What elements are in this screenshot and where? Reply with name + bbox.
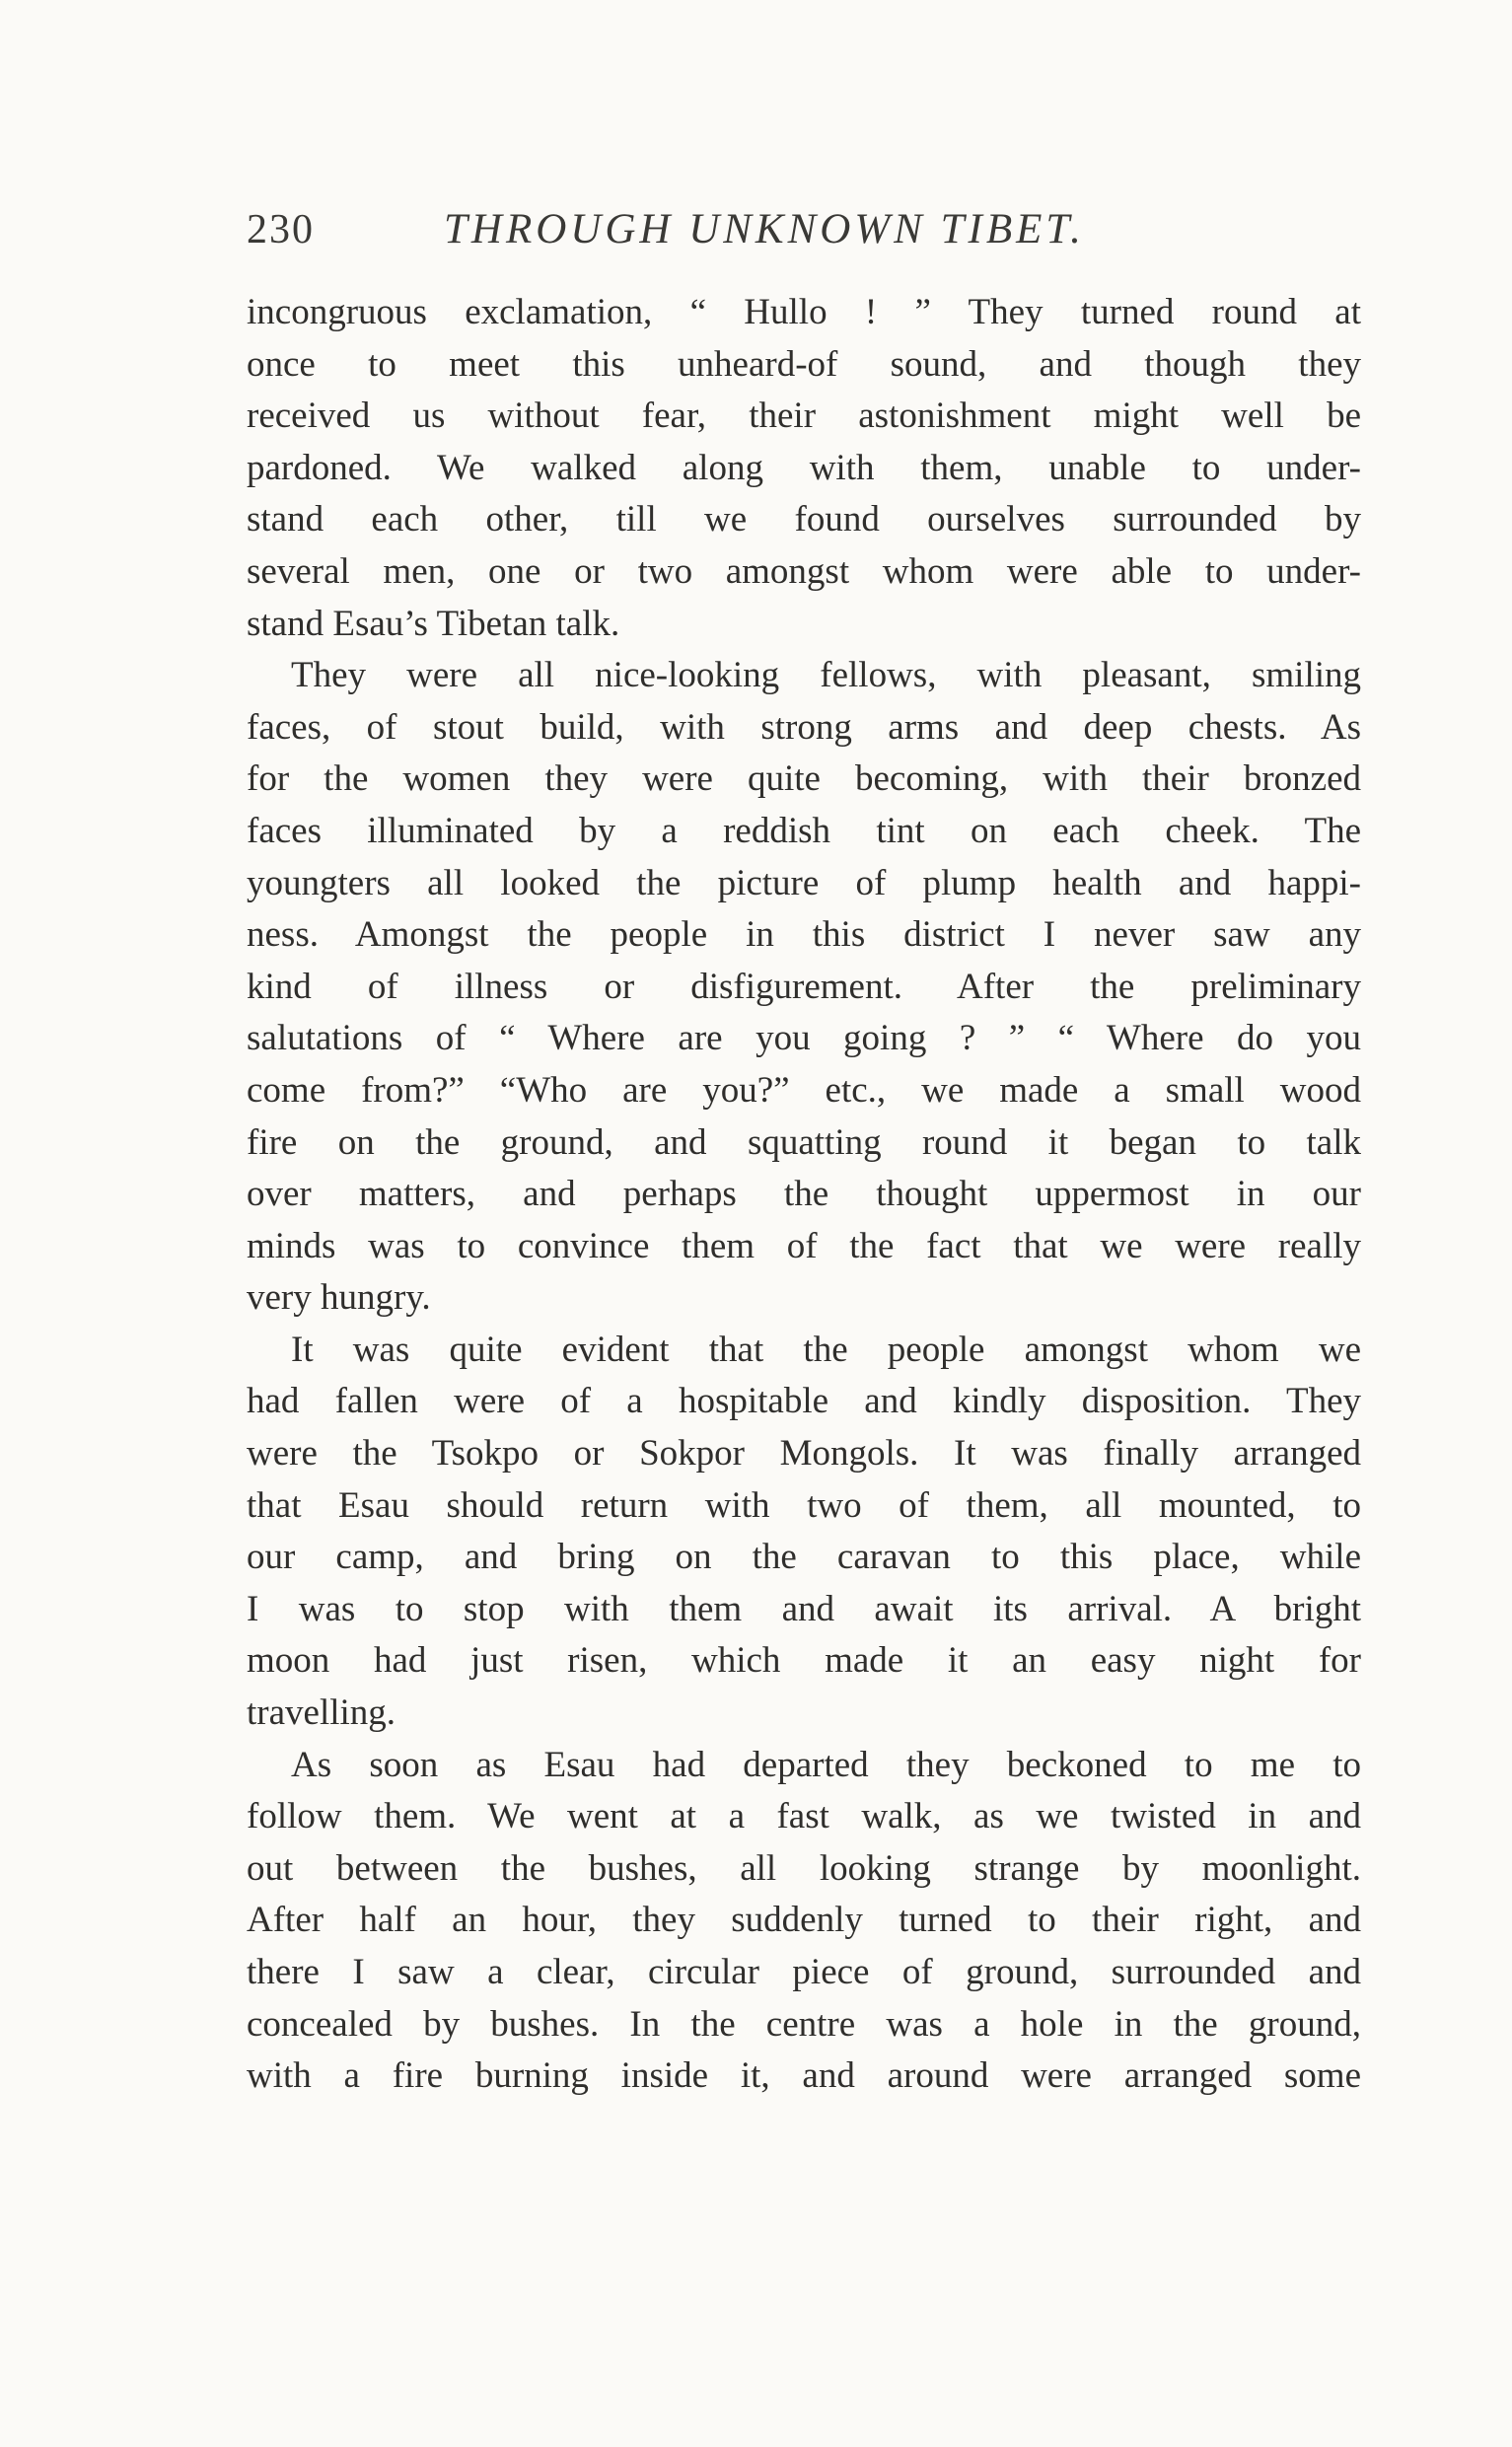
text-line: received us without fear, their astonishment might well be <box>247 396 1361 437</box>
text-line: very hungry. <box>247 1277 431 1319</box>
body-text <box>247 287 1361 2103</box>
text-line: travelling. <box>247 1692 396 1734</box>
text-line: As soon as Esau had departed they beckoned to me to <box>291 1744 1361 1785</box>
text-line: stand each other, till we found ourselves surrounded by <box>247 499 1361 540</box>
text-line: It was quite evident that the people amongst whom we <box>291 1329 1361 1370</box>
text-line: incongruous exclamation, “ Hullo ! ” They turned round at <box>247 292 1361 332</box>
text-line: After half an hour, they suddenly turned to their right, and <box>247 1900 1361 1941</box>
text-line: once to meet this unheard-of sound, and though they <box>247 343 1361 385</box>
page-number: 230 <box>247 207 315 252</box>
text-line: faces illuminated by a reddish tint on each cheek. The <box>247 810 1361 851</box>
text-line: youngters all looked the picture of plump health and happi- <box>247 862 1361 903</box>
text-line: fire on the ground, and squatting round it began to talk <box>247 1121 1361 1163</box>
text-line: several men, one or two amongst whom were able to under- <box>247 550 1361 592</box>
text-line: faces, of stout build, with strong arms and deep chests. As <box>247 706 1361 748</box>
text-line: ness. Amongst the people in this district I never saw any <box>247 914 1361 956</box>
text-line: were the Tsokpo or Sokpor Mongols. It was finally arranged <box>247 1433 1361 1475</box>
text-line: salutations of “ Where are you going ? ” “ Where do you <box>247 1018 1361 1059</box>
running-title: THROUGH UNKNOWN TIBET. <box>444 206 1085 252</box>
text-line: moon had just risen, which made it an easy night for <box>247 1640 1361 1682</box>
page-header <box>247 200 1193 259</box>
text-line: that Esau should return with two of them, all mounted, to <box>247 1484 1361 1526</box>
text-line: over matters, and perhaps the thought uppermost in our <box>247 1174 1361 1215</box>
text-line: follow them. We went at a fast walk, as we twisted in and <box>247 1796 1361 1837</box>
text-line: our camp, and bring on the caravan to this place, while <box>247 1537 1361 1578</box>
text-line: there I saw a clear, circular piece of ground, surrounded and <box>247 1952 1361 1992</box>
text-line: They were all nice-looking fellows, with pleasant, smiling <box>291 655 1361 696</box>
text-line: stand Esau’s Tibetan talk. <box>247 603 620 644</box>
text-line: pardoned. We walked along with them, unable to under- <box>247 447 1361 488</box>
text-line: out between the bushes, all looking strange by moonlight. <box>247 1847 1361 1889</box>
text-line: for the women they were quite becoming, with their bronzed <box>247 758 1361 800</box>
text-line: with a fire burning inside it, and around were arranged some <box>247 2055 1361 2097</box>
text-line: concealed by bushes. In the centre was a hole in the ground, <box>247 2003 1361 2045</box>
text-line: minds was to convince them of the fact that we were really <box>247 1225 1361 1266</box>
text-line: kind of illness or disfigurement. After the preliminary <box>247 966 1361 1007</box>
text-line: had fallen were of a hospitable and kindly disposition. They <box>247 1381 1361 1422</box>
text-line: come from?” “Who are you?” etc., we made a small wood <box>247 1069 1361 1111</box>
text-line: I was to stop with them and await its arrival. A bright <box>247 1588 1361 1629</box>
